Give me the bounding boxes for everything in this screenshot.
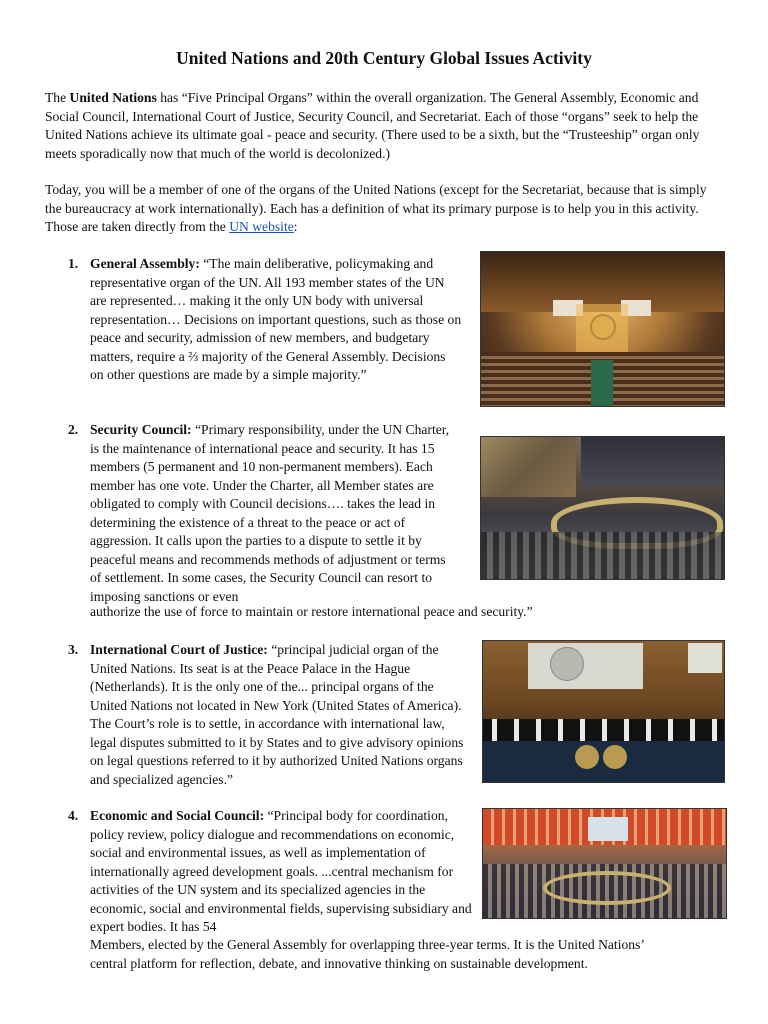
item-heading: General Assembly:	[90, 256, 200, 271]
general-assembly-hall-photo	[480, 251, 725, 407]
security-council-continuation: authorize the use of force to maintain or restore international peace and security.”	[90, 604, 533, 619]
item-number: 2.	[68, 422, 79, 437]
ecosoc-continuation-1: Members, elected by the General Assembly for overlapping three-year terms. It is the United Nations’	[90, 937, 645, 952]
economic-social-council-photo	[482, 808, 727, 919]
ecosoc-continuation-2: central platform for reflection, debate, and innovative thinking on sustainable development.	[90, 956, 588, 971]
item-text	[90, 807, 474, 937]
item-number: 3.	[68, 642, 79, 657]
document-title: United Nations and 20th Century Global Issues Activity	[176, 48, 592, 68]
item-description: “Primary responsibility, under the UN Charter, is the maintenance of international peace and security. It has 15 members (5 permanent and 10 non-permanent members). Each member has one vote. Under the Charter, all Member states are obligated to comply with Council decisions…. takes the lead in determining the existence of a threat to the peace or act of aggression. It calls upon the parties to a dispute to settle it by peaceful means and recommends methods of adjustment or terms of settlement. In some cases, the Security Council can resort to imposing sanctions or even	[90, 422, 450, 604]
item-description: “Principal body for coordination, policy review, policy dialogue and recommendations on economic, social and environmental issues, as well as implementation of internationally agreed development goals. ...central mechanism for activities of the UN system and its specialized agencies in the economic, social and environmental fields, supervising subsidiary and expert bodies. It has 54	[90, 808, 472, 934]
activity-paragraph	[45, 181, 725, 237]
item-heading: Security Council:	[90, 422, 192, 437]
item-text	[90, 255, 462, 385]
intro-bold-un: United Nations	[69, 90, 157, 105]
item-description: “The main deliberative, policymaking and representative organ of the UN. All 193 member states of the UN are represented… making it the only UN body with universal representation… Decisions on important questions, such as those on peace and security, admission of new members, and budgetary matters, require a ⅔ majority of the General Assembly. Decisions on other questions are made by a simple majority.”	[90, 256, 462, 382]
item-number: 4.	[68, 808, 79, 823]
un-website-link[interactable]: UN website	[229, 219, 294, 234]
intro-paragraph	[45, 89, 725, 163]
intro-rest: has “Five Principal Organs” within the overall organization. The General Assembly, Economic and Social Council, International Court of Justice, Security Council, and Secretariat. Each of those “organs” seek to help the United Nations achieve its ultimate goal - peace and security. (There used to be a sixth, but the “Trusteeship” organ only meets sporadically now that much of the world is decolonized.)	[45, 90, 700, 161]
intro-start: The	[45, 90, 70, 105]
item-text	[90, 641, 465, 789]
item-text	[90, 421, 460, 606]
item-heading: Economic and Social Council:	[90, 808, 265, 823]
activity-colon: :	[293, 219, 298, 234]
international-court-photo	[482, 640, 725, 783]
activity-text: Today, you will be a member of one of the organs of the United Nations (except for the Secretariat, because that is simply the bureaucracy at work internationally). Each has a definition of what its primary purpose is to help you in this activity. Those are taken directly from the	[45, 182, 707, 234]
item-number: 1.	[68, 256, 79, 271]
security-council-chamber-photo	[480, 436, 725, 580]
item-description: “principal judicial organ of the United Nations. Its seat is at the Peace Palace in the Hague (Netherlands). It is the only one of the... principal organs of the United Nations not located in New York (United States of America). The Court’s role is to settle, in accordance with international law, legal disputes submitted to it by States and to give advisory opinions on legal questions referred to it by authorized United Nations organs and specialized agencies.”	[90, 642, 464, 787]
item-heading: International Court of Justice:	[90, 642, 268, 657]
